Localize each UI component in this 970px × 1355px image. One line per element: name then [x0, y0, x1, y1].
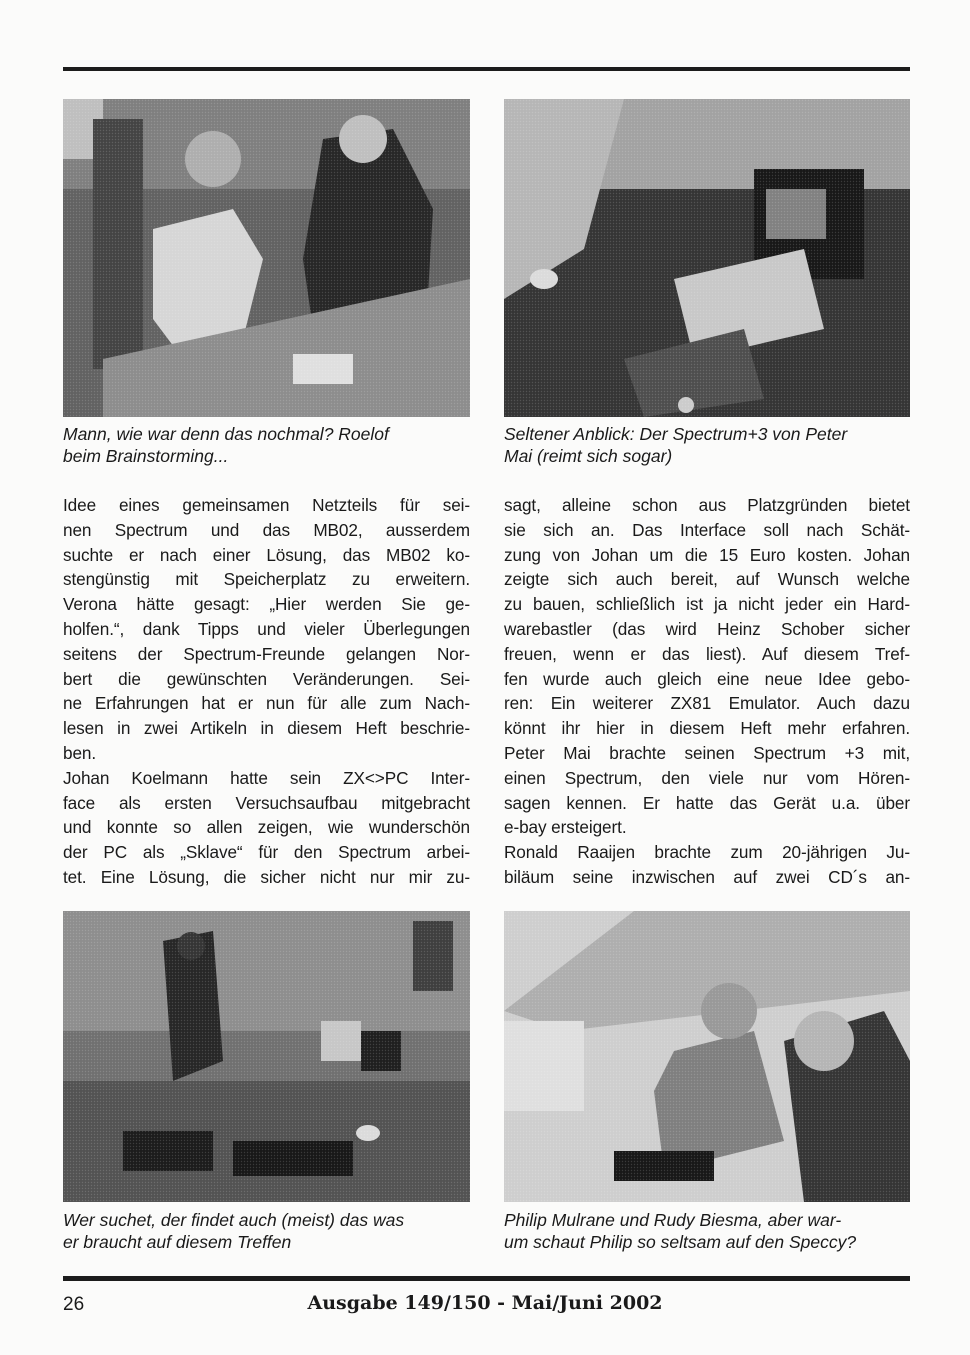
photo-treffen-tables [63, 911, 470, 1202]
caption-line: Mann, wie war denn das nochmal? Roelof [63, 424, 389, 444]
text-line: tet. Eine Lösung, die sicher nicht nur mir zu- [63, 866, 470, 887]
caption-line: Philip Mulrane und Rudy Biesma, aber war- [504, 1210, 842, 1230]
bottom-rule [63, 1276, 910, 1281]
text-line: Johan Koelmann hatte sein ZX<>PC Inter- [63, 767, 470, 788]
text-line: zu bauen, schließlich ist ja nicht jeder ein Hard- [504, 594, 910, 615]
text-line: nen Spectrum und das MB02, ausserdem [63, 519, 470, 540]
text-line: freuen, wenn er das liest). Auf diesem Tref- [504, 643, 910, 664]
photo-caption [63, 423, 483, 467]
text-line: der PC als „Sklave“ für den Spectrum arbei- [63, 842, 470, 863]
photo-spectrum-plus3 [504, 99, 910, 417]
text-line: und konnte so allen zeigen, wie wunderschön [63, 817, 470, 838]
text-line: Ronald Raaijen brachte zum 20-jährigen Ju- [504, 842, 910, 863]
text-line: stengünstig mit Speicherplatz zu erweitern. [63, 569, 470, 590]
text-line: e-bay ersteigert. [504, 817, 627, 838]
caption-line: Mai (reimt sich sogar) [504, 446, 673, 466]
caption-line: um schaut Philip so seltsam auf den Speccy? [504, 1232, 857, 1252]
text-line: ren: Ein weiterer ZX81 Emulator. Auch dazu [504, 693, 910, 714]
issue-footer: Ausgabe 149/150 - Mai/Juni 2002 [307, 1292, 663, 1314]
top-rule [63, 67, 910, 71]
text-line: sagen kennen. Er hatte das Gerät u.a. über [504, 792, 910, 813]
text-line: lesen in zwei Artikeln in diesem Heft beschrie- [63, 718, 470, 739]
text-line: face als ersten Versuchsaufbau mitgebracht [63, 792, 470, 813]
article-column-left [63, 493, 470, 890]
text-line: einen Spectrum, den viele nur vom Hören- [504, 767, 910, 788]
photo-caption [504, 1209, 924, 1253]
text-line: Idee eines gemeinsamen Netzteils für sei- [63, 495, 470, 515]
text-line: Verona hätte gesagt: „Hier werden Sie ge- [63, 594, 470, 615]
photo-caption [63, 1209, 493, 1253]
text-line: ne Erfahrungen hat er nun für alle zum Nach- [63, 693, 470, 714]
text-line: zung von Johan um die 15 Euro kosten. Johan [504, 544, 910, 565]
text-line: bert die gewünschten Veränderungen. Sei- [63, 668, 470, 689]
text-line: warebastler (das wird Heinz Schober sicher [504, 618, 910, 639]
caption-line: Seltener Anblick: Der Spectrum+3 von Peter [504, 424, 848, 444]
photo-roelof-brainstorming [63, 99, 470, 417]
text-line: suchte er nach einer Lösung, das MB02 ko- [63, 544, 470, 565]
text-line: holfen.“, dank Tipps und vieler Überlegungen [63, 618, 470, 639]
text-line: sagt, alleine schon aus Platzgründen bietet [504, 495, 910, 515]
caption-line: beim Brainstorming... [63, 446, 229, 466]
text-line: Peter Mai brachte seinen Spectrum +3 mit, [504, 742, 910, 763]
text-line: biläum seine inzwischen auf zwei CD´s an- [504, 866, 910, 887]
text-line: zeigte sich auch bereit, auf Wunsch welche [504, 569, 910, 590]
text-line: ben. [63, 742, 97, 763]
caption-line: er braucht auf diesem Treffen [63, 1232, 292, 1252]
text-line: seitens der Spectrum-Freunde gelangen Nor- [63, 643, 470, 664]
photo-caption [504, 423, 924, 467]
page-number: 26 [63, 1294, 85, 1315]
text-line: könnt ihr hier in diesem Heft mehr erfahren. [504, 718, 910, 739]
article-column-right [504, 493, 910, 890]
photo-philip-rudy [504, 911, 910, 1202]
caption-line: Wer suchet, der findet auch (meist) das was [63, 1210, 405, 1230]
text-line: sie sich an. Das Interface soll nach Schät- [504, 519, 910, 540]
text-line: fen wurde auch gleich eine neue Idee gebo- [504, 668, 910, 689]
